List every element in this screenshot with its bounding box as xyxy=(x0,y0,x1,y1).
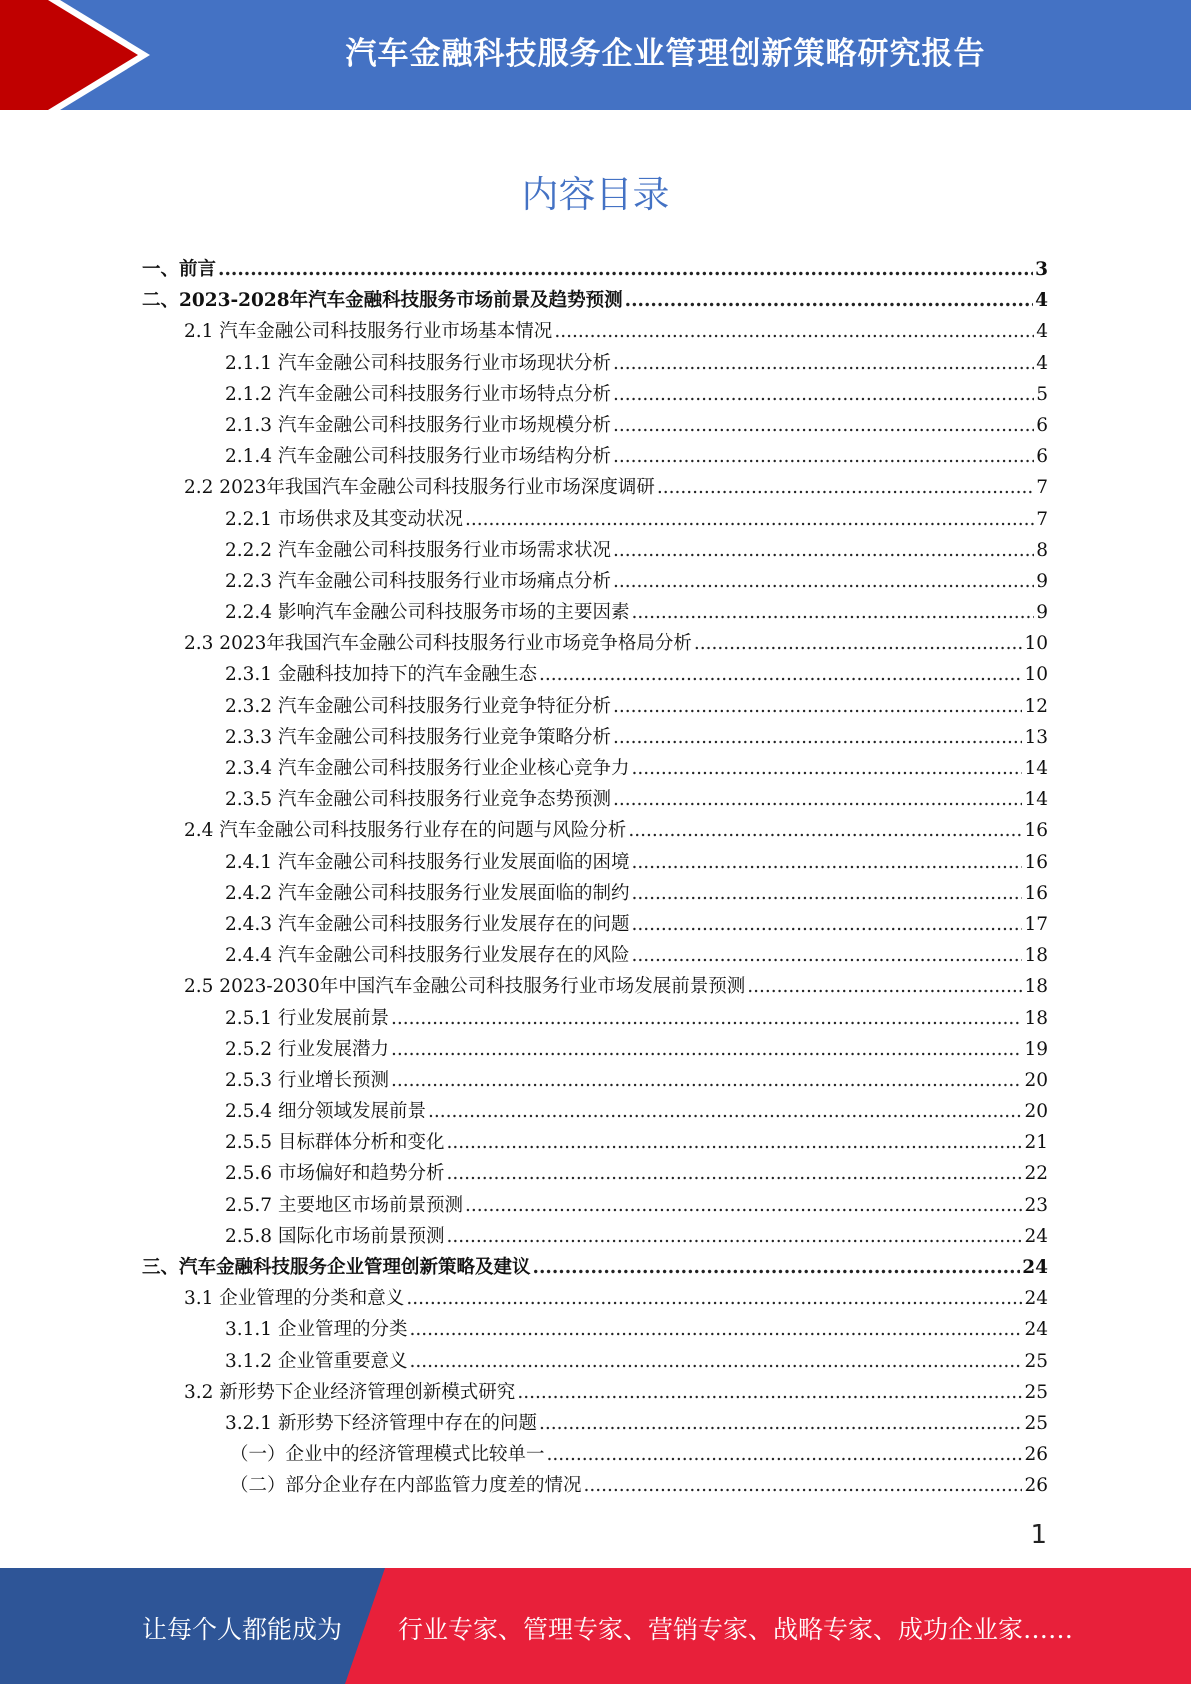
toc-entry-title: 2.5.1 行业发展前景 xyxy=(225,1007,389,1029)
toc-leader-dots xyxy=(428,1101,1022,1122)
toc-entry-title: 二、2023-2028年汽车金融科技服务市场前景及趋势预测 xyxy=(142,290,623,312)
toc-entry[interactable] xyxy=(142,1378,1048,1409)
toc-entry-title: 3.1.2 企业管重要意义 xyxy=(225,1350,408,1372)
toc-leader-dots xyxy=(465,1195,1022,1216)
toc-leader-dots xyxy=(631,945,1022,966)
toc-entry-title: 2.3.5 汽车金融公司科技服务行业竞争态势预测 xyxy=(225,789,611,811)
toc-entry-title: 2.2.3 汽车金融公司科技服务行业市场痛点分析 xyxy=(225,570,611,592)
toc-entry-title: 2.2 2023年我国汽车金融公司科技服务行业市场深度调研 xyxy=(184,477,655,499)
toc-entry-title: （一）企业中的经济管理模式比较单一 xyxy=(230,1444,545,1466)
toc-entry-page: 22 xyxy=(1024,1163,1048,1185)
toc-leader-dots xyxy=(539,1413,1022,1434)
toc-entry[interactable] xyxy=(142,1440,1048,1471)
toc-entry[interactable] xyxy=(142,317,1048,348)
toc-entry-title: 2.5.5 目标群体分析和变化 xyxy=(225,1132,445,1154)
toc-entry-page: 16 xyxy=(1024,820,1048,842)
toc-entry[interactable] xyxy=(142,1253,1048,1284)
toc-entry-page: 9 xyxy=(1036,570,1048,592)
toc-entry[interactable] xyxy=(142,1097,1048,1128)
toc-entry-page: 4 xyxy=(1036,352,1048,374)
toc-entry-page: 24 xyxy=(1024,1225,1048,1247)
toc-entry-page: 21 xyxy=(1024,1132,1048,1154)
toc-leader-dots xyxy=(694,633,1023,654)
toc-entry-page: 16 xyxy=(1024,851,1048,873)
toc-leader-dots xyxy=(613,384,1034,405)
toc-entry-page: 18 xyxy=(1024,945,1048,967)
toc-entry-title: 2.1.2 汽车金融公司科技服务行业市场特点分析 xyxy=(225,383,611,405)
toc-entry-title: 2.2.4 影响汽车金融公司科技服务市场的主要因素 xyxy=(225,602,630,624)
toc-leader-dots xyxy=(631,758,1022,779)
toc-leader-dots xyxy=(747,976,1022,997)
toc-leader-dots xyxy=(613,571,1034,592)
toc-entry-page: 25 xyxy=(1024,1350,1048,1372)
toc-entry-title: 2.5.4 细分领域发展前景 xyxy=(225,1101,426,1123)
toc-entry-title: 2.5 2023-2030年中国汽车金融公司科技服务行业市场发展前景预测 xyxy=(184,976,746,998)
toc-entry-title: 2.4.1 汽车金融公司科技服务行业发展面临的困境 xyxy=(225,851,630,873)
toc-entry-page: 24 xyxy=(1022,1257,1048,1278)
toc-entry-title: 2.4.2 汽车金融公司科技服务行业发展面临的制约 xyxy=(225,882,630,904)
toc-entry[interactable] xyxy=(142,473,1048,504)
toc-entry[interactable] xyxy=(142,380,1048,411)
toc-entry-page: 24 xyxy=(1024,1319,1048,1341)
toc-entry[interactable] xyxy=(142,848,1048,879)
toc-leader-dots xyxy=(631,852,1022,873)
toc-entry-page: 10 xyxy=(1024,633,1048,655)
toc-leader-dots xyxy=(613,353,1034,374)
toc-entry-title: 2.1.1 汽车金融公司科技服务行业市场现状分析 xyxy=(225,352,611,374)
toc-entry-title: 2.5.7 主要地区市场前景预测 xyxy=(225,1194,463,1216)
toc-entry-page: 14 xyxy=(1024,758,1048,779)
toc-entry-page: 20 xyxy=(1024,1069,1048,1091)
toc-entry-page: 17 xyxy=(1024,913,1048,935)
toc-entry-title: 2.4.3 汽车金融公司科技服务行业发展存在的问题 xyxy=(225,913,630,935)
toc-entry-title: 3.1.1 企业管理的分类 xyxy=(225,1319,408,1341)
report-title: 汽车金融科技服务企业管理创新策略研究报告 xyxy=(345,36,986,72)
toc-entry-page: 7 xyxy=(1036,508,1048,530)
toc-entry-title: 2.5.2 行业发展潜力 xyxy=(225,1038,389,1060)
footer-banner xyxy=(0,1568,1191,1684)
toc-leader-dots xyxy=(613,415,1034,436)
toc-entry[interactable] xyxy=(142,785,1048,816)
toc-entry-page: 20 xyxy=(1024,1101,1048,1123)
toc-leader-dots xyxy=(406,1288,1022,1309)
toc-leader-dots xyxy=(218,259,1033,280)
toc-entry[interactable] xyxy=(142,972,1048,1003)
toc-leader-dots xyxy=(409,1319,1022,1340)
toc-entry[interactable] xyxy=(142,660,1048,691)
toc-entry-title: 2.4 汽车金融公司科技服务行业存在的问题与风险分析 xyxy=(184,820,627,842)
toc-leader-dots xyxy=(409,1351,1022,1372)
toc-entry-page: 4 xyxy=(1036,321,1048,343)
toc-leader-dots xyxy=(628,820,1022,841)
toc-entry-page: 24 xyxy=(1024,1288,1048,1310)
toc-heading: 内容目录 xyxy=(521,173,670,216)
toc-entry[interactable] xyxy=(142,816,1048,847)
toc-entry-title: 3.2 新形势下企业经济管理创新模式研究 xyxy=(184,1381,516,1403)
toc-leader-dots xyxy=(446,1226,1022,1247)
toc-entry-title: 2.3.3 汽车金融公司科技服务行业竞争策略分析 xyxy=(225,726,611,748)
toc-entry-title: （二）部分企业存在内部监管力度差的情况 xyxy=(230,1475,582,1497)
toc-entry-title: 2.4.4 汽车金融公司科技服务行业发展存在的风险 xyxy=(225,945,630,967)
page-number: 1 xyxy=(1030,1520,1047,1550)
toc-entry[interactable] xyxy=(142,723,1048,754)
toc-entry[interactable] xyxy=(142,1471,1048,1502)
toc-entry-title: 2.2.2 汽车金融公司科技服务行业市场需求状况 xyxy=(225,539,611,561)
toc-entry-page: 12 xyxy=(1024,695,1048,717)
toc-leader-dots xyxy=(391,1070,1022,1091)
toc-entry[interactable] xyxy=(142,1159,1048,1190)
toc-leader-dots xyxy=(613,696,1022,717)
toc-entry-title: 2.1.3 汽车金融公司科技服务行业市场规模分析 xyxy=(225,414,611,436)
toc-leader-dots xyxy=(613,446,1034,467)
toc-entry-page: 3 xyxy=(1035,259,1048,280)
toc-leader-dots xyxy=(613,540,1034,561)
toc-entry[interactable] xyxy=(142,1004,1048,1035)
toc-entry[interactable] xyxy=(142,1066,1048,1097)
toc-entry-page: 13 xyxy=(1024,726,1048,748)
toc-leader-dots xyxy=(613,789,1022,810)
footer-roles: 行业专家、管理专家、营销专家、战略专家、成功企业家…… xyxy=(398,1615,1074,1644)
toc-entry-page: 10 xyxy=(1024,664,1048,686)
toc-leader-dots xyxy=(446,1163,1022,1184)
toc-entry-page: 25 xyxy=(1024,1381,1048,1403)
toc-entry[interactable] xyxy=(142,567,1048,598)
toc-leader-dots xyxy=(584,1475,1023,1496)
toc-entry-title: 2.3.1 金融科技加持下的汽车金融生态 xyxy=(225,664,537,686)
toc-entry-page: 14 xyxy=(1024,789,1048,811)
toc-entry-title: 2.1 汽车金融公司科技服务行业市场基本情况 xyxy=(184,321,553,343)
toc-entry-page: 8 xyxy=(1036,539,1048,561)
toc-entry-title: 一、前言 xyxy=(142,259,217,280)
toc-entry-page: 19 xyxy=(1024,1038,1048,1060)
toc-entry-title: 2.3 2023年我国汽车金融公司科技服务行业市场竞争格局分析 xyxy=(184,633,692,655)
toc-entry[interactable] xyxy=(142,910,1048,941)
toc-entry[interactable] xyxy=(142,692,1048,723)
toc-entry-page: 4 xyxy=(1035,290,1048,312)
toc-entry-title: 2.5.6 市场偏好和趋势分析 xyxy=(225,1163,445,1185)
table-of-contents xyxy=(142,255,1048,1503)
toc-leader-dots xyxy=(631,883,1022,904)
toc-leader-dots xyxy=(547,1444,1023,1465)
toc-leader-dots xyxy=(446,1132,1022,1153)
toc-entry[interactable] xyxy=(142,879,1048,910)
toc-entry[interactable] xyxy=(142,1128,1048,1159)
toc-entry-title: 2.3.4 汽车金融公司科技服务行业企业核心竞争力 xyxy=(225,758,630,779)
toc-entry[interactable] xyxy=(142,1409,1048,1440)
toc-leader-dots xyxy=(613,727,1022,748)
toc-leader-dots xyxy=(465,509,1034,530)
toc-leader-dots xyxy=(533,1257,1021,1278)
toc-entry-page: 5 xyxy=(1036,383,1048,405)
toc-leader-dots xyxy=(631,602,1034,623)
toc-entry[interactable] xyxy=(142,255,1048,286)
toc-entry[interactable] xyxy=(142,1222,1048,1253)
toc-entry[interactable] xyxy=(142,1347,1048,1378)
toc-leader-dots xyxy=(625,290,1033,311)
toc-entry-title: 3.1 企业管理的分类和意义 xyxy=(184,1288,405,1310)
toc-entry-page: 26 xyxy=(1024,1444,1048,1466)
toc-entry-title: 三、汽车金融科技服务企业管理创新策略及建议 xyxy=(142,1257,531,1278)
toc-entry-page: 16 xyxy=(1024,882,1048,904)
toc-leader-dots xyxy=(631,914,1022,935)
footer-slogan: 让每个人都能成为 xyxy=(142,1615,343,1644)
toc-entry[interactable] xyxy=(142,598,1048,629)
toc-entry-page: 6 xyxy=(1036,414,1048,436)
toc-entry-title: 2.5.8 国际化市场前景预测 xyxy=(225,1225,445,1247)
toc-leader-dots xyxy=(391,1008,1022,1029)
toc-entry[interactable] xyxy=(142,505,1048,536)
toc-entry[interactable] xyxy=(142,629,1048,660)
toc-leader-dots xyxy=(657,477,1034,498)
toc-entry-page: 6 xyxy=(1036,446,1048,468)
toc-leader-dots xyxy=(517,1382,1022,1403)
toc-entry[interactable] xyxy=(142,941,1048,972)
toc-entry-page: 18 xyxy=(1024,1007,1048,1029)
toc-entry[interactable] xyxy=(142,536,1048,567)
toc-entry-title: 3.2.1 新形势下经济管理中存在的问题 xyxy=(225,1412,537,1434)
toc-entry-page: 26 xyxy=(1024,1475,1048,1497)
toc-leader-dots xyxy=(539,664,1022,685)
toc-entry[interactable] xyxy=(142,349,1048,380)
toc-entry-page: 23 xyxy=(1024,1194,1048,1216)
toc-entry[interactable] xyxy=(142,411,1048,442)
toc-entry-page: 7 xyxy=(1036,477,1048,499)
header-banner xyxy=(0,0,1191,110)
toc-entry[interactable] xyxy=(142,1284,1048,1315)
toc-leader-dots xyxy=(554,321,1034,342)
toc-leader-dots xyxy=(391,1039,1022,1060)
toc-entry-title: 2.2.1 市场供求及其变动状况 xyxy=(225,508,463,530)
toc-entry[interactable] xyxy=(142,754,1048,785)
toc-entry-page: 25 xyxy=(1024,1412,1048,1434)
toc-entry-page: 9 xyxy=(1036,602,1048,624)
toc-entry[interactable] xyxy=(142,1191,1048,1222)
toc-entry[interactable] xyxy=(142,1315,1048,1346)
toc-entry-page: 18 xyxy=(1024,976,1048,998)
toc-entry[interactable] xyxy=(142,286,1048,317)
toc-entry-title: 2.3.2 汽车金融公司科技服务行业竞争特征分析 xyxy=(225,695,611,717)
toc-entry[interactable] xyxy=(142,1035,1048,1066)
toc-entry-title: 2.5.3 行业增长预测 xyxy=(225,1069,389,1091)
toc-entry[interactable] xyxy=(142,442,1048,473)
toc-entry-title: 2.1.4 汽车金融公司科技服务行业市场结构分析 xyxy=(225,446,611,468)
